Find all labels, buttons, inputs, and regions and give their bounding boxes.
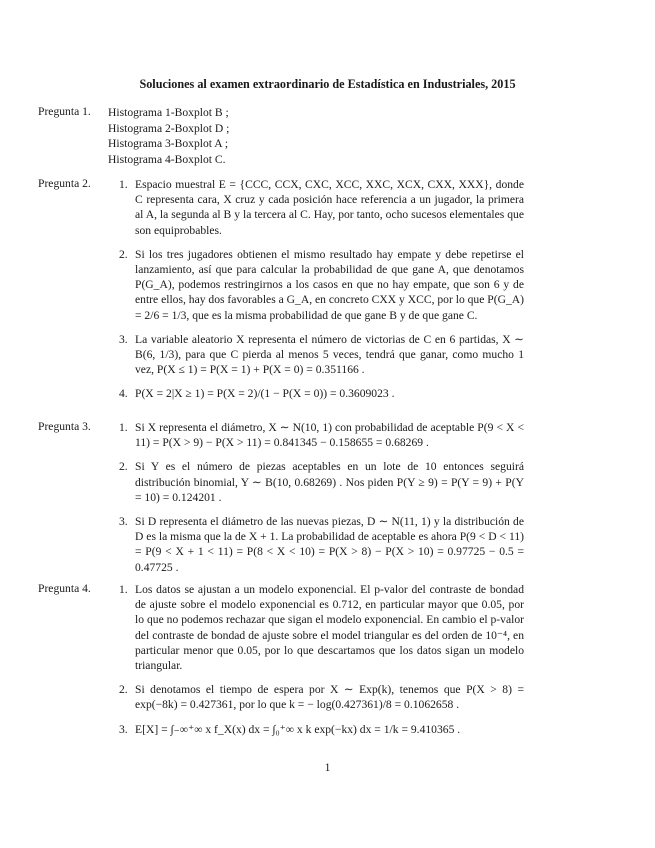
- item-number: 2.: [119, 683, 128, 697]
- item-number: 3.: [119, 332, 128, 346]
- answer-item: [108, 459, 524, 505]
- answer-item: [108, 332, 524, 378]
- answer-item: [108, 514, 524, 575]
- question-4-answer: [108, 582, 524, 746]
- item-number: 1.: [119, 583, 128, 596]
- item-text: P(X = 2|X ≥ 1) = P(X = 2)/(1 − P(X = 0)) = 0.3609023 .: [135, 387, 395, 401]
- answer-item: [108, 420, 524, 450]
- answer-line: Histograma 2-Boxplot D ;: [108, 121, 230, 135]
- question-3-answer: [108, 420, 524, 584]
- document-title: Soluciones al examen extraordinario de Estadística en Industriales, 2015: [139, 77, 516, 91]
- item-number: 4.: [119, 387, 128, 401]
- question-3-label: Pregunta 3.: [38, 420, 91, 433]
- item-text: Si denotamos el tiempo de espera por X ∼ Exp(k), tenemos que P(X > 8) = exp(−8k) = 0.427361, por lo que k = − log(0.427361)/8 = 0.1062658 .: [135, 683, 524, 712]
- item-text: Espacio muestral E = {CCC, CCX, CXC, XCC, XXC, XCX, CXX, XXX}, donde C representa cara, X cruz y cada posición hace referencia a un jugador, la primera al A, la segunda al B y la tercera al C. Hay, por tanto, ocho sucesos elementales que son equiprobables.: [135, 178, 524, 237]
- item-number: 3.: [119, 722, 128, 736]
- question-4-label: Pregunta 4.: [38, 582, 91, 595]
- question-2-label: Pregunta 2.: [38, 177, 91, 190]
- item-text: Si Y es el número de piezas aceptables en un lote de 10 entonces seguirá distribución binomial, Y ∼ B(10, 0.68269) . Nos piden P(Y ≥ 9) = P(Y = 9) + P(Y = 10) = 0.124201 .: [135, 460, 524, 504]
- item-text: Si los tres jugadores obtienen el mismo resultado hay empate y debe repetirse el lanzamiento, así que para calcular la probabilidad de que gane A, que denotamos P(G_A), podemos restringirnos a los casos en que no hay empate, que son 6 y de entre ellos, hay dos favorables a G_A, en concreto CXX y XCC, por lo que P(G_A) = 2/6 = 1/3, que es la misma probabilidad de que gane B y de que gane C.: [135, 247, 524, 322]
- answer-line: Histograma 3-Boxplot A ;: [108, 137, 229, 150]
- item-text: E[X] = ∫₋∞⁺∞ x f_X(x) dx = ∫₀⁺∞ x k exp(−kx) dx = 1/k = 9.410365 .: [135, 722, 461, 736]
- item-number: 1.: [119, 178, 128, 191]
- question-2-answer: [108, 177, 524, 411]
- answer-item: [108, 247, 524, 323]
- question-1-label: Pregunta 1.: [38, 105, 91, 118]
- item-number: 1.: [119, 421, 128, 434]
- item-number: 3.: [119, 515, 128, 529]
- answer-item: [108, 582, 524, 673]
- item-text: La variable aleatorio X representa el número de victorias de C en 6 partidas, X ∼ B(6, 1/3), para que C pierda al menos 5 veces, tendrá que ganar, como mucho 1 vez, P(X ≤ 1) = P(X = 1) + P(X = 0) = 0.351166 .: [135, 332, 524, 377]
- answer-item: [108, 386, 524, 401]
- answer-item: [108, 682, 524, 712]
- answer-line: Histograma 1-Boxplot B ;: [108, 106, 229, 119]
- answer-line: Histograma 4-Boxplot C.: [108, 152, 226, 166]
- item-number: 2.: [119, 247, 128, 261]
- item-number: 2.: [119, 460, 128, 474]
- page-number: 1: [324, 761, 331, 774]
- answer-item: [108, 722, 524, 737]
- question-1-answer: [108, 105, 524, 167]
- answer-item: [108, 177, 524, 238]
- item-text: Si D representa el diámetro de las nuevas piezas, D ∼ N(11, 1) y la distribución de D es la misma que la de X + 1. La probabilidad de aceptable es ahora P(9 < D < 11) = P(9 < X + 1 < 11) = P(8 < X < 10) = P(X > 8) − P(X > 10) = 0.97725 − 0.5 = 0.47725 .: [135, 515, 524, 574]
- item-text: Los datos se ajustan a un modelo exponencial. El p-valor del contraste de bondad de ajuste sobre el modelo exponencial es 0.712, en particular mayor que 0.05, por lo que no podemos rechazar que sigan el modelo exponencial. En cambio el p-valor del contraste de bondad de ajuste sobre el model triangular es del orden de 10⁻⁴, en particular menor que 0.05, por lo que descartamos que los datos sigan un modelo triangular.: [135, 583, 524, 673]
- item-text: Si X representa el diámetro, X ∼ N(10, 1) con probabilidad de aceptable P(9 < X < 11) = P(X > 9) − P(X > 11) = 0.841345 − 0.158655 = 0.68269 .: [135, 421, 524, 450]
